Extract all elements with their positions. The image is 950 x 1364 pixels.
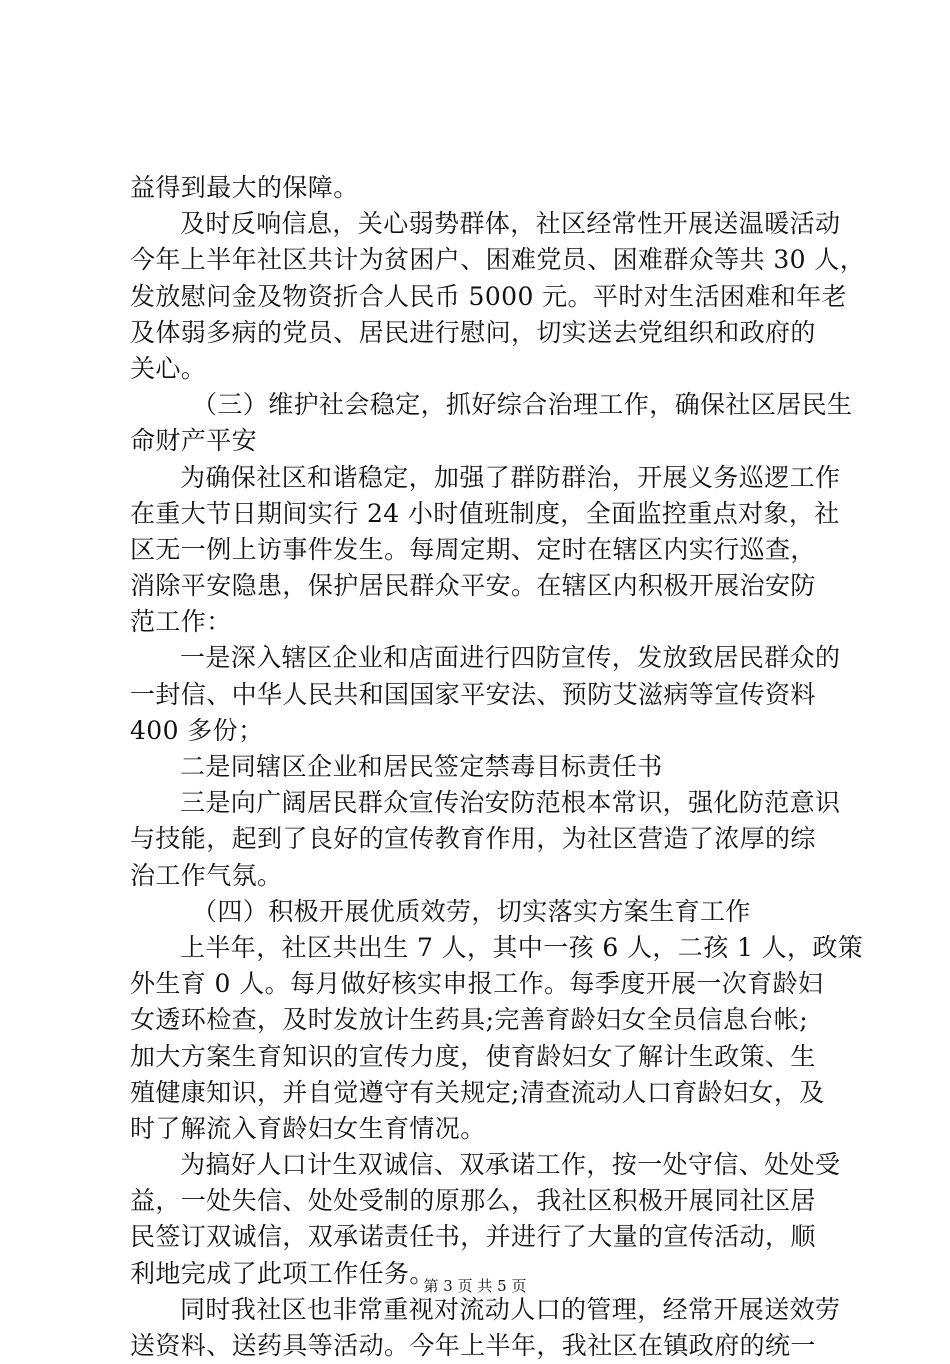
text-line: 利地完成了此项工作任务。 (130, 1258, 435, 1288)
text-line: 二是同辖区企业和居民签定禁毒目标责任书 (180, 752, 663, 781)
text-line: 三是向广阔居民群众宣传治安防范根本常识，强化防范意识 (180, 788, 841, 818)
section-heading: （四）积极开展优质效劳，切实落实方案生育工作 (192, 896, 751, 926)
text-line: 及时反响信息，关心弱势群体，社区经常性开展送温暖活动 (180, 209, 841, 239)
text-line: 范工作： (130, 607, 232, 637)
page-number: 第 3 页 共 5 页 (423, 1277, 527, 1295)
text-line: 女透环检查，及时发放计生药具;完善育龄妇女全员信息台帐; (130, 1005, 809, 1035)
page-footer (0, 1275, 950, 1296)
text-line: 益得到最大的保障。 (130, 173, 359, 202)
text-line: 区无一例上访事件发生。每周定期、定时在辖区内实行巡查， (130, 534, 816, 564)
text-line: 同时我社区也非常重视对流动人口的管理，经常开展送效劳 (180, 1294, 841, 1324)
text-line: 消除平安隐患，保护居民群众平安。在辖区内积极开展治安防 (130, 571, 816, 601)
document-body (130, 170, 866, 1364)
text-line: 今年上半年社区共计为贫困户、困难党员、困难群众等共 30 人， (130, 245, 866, 275)
text-line: 一是深入辖区企业和店面进行四防宣传，发放致居民群众的 (180, 643, 841, 673)
text-line: 在重大节日期间实行 24 小时值班制度，全面监控重点对象，社 (130, 498, 840, 528)
text-line: 时了解流入育龄妇女生育情况。 (130, 1113, 486, 1143)
text-line: 加大方案生育知识的宣传力度，使育龄妇女了解计生政策、生 (130, 1041, 816, 1071)
section-heading-continued: 命财产平安 (130, 426, 258, 456)
text-line: 与技能，起到了良好的宣传教育作用，为社区营造了浓厚的综 (130, 824, 816, 854)
text-line: 送资料、送药具等活动。今年上半年，我社区在镇政府的统一 (130, 1331, 816, 1360)
section-heading: （三）维护社会稳定，抓好综合治理工作，确保社区居民生 (192, 390, 853, 420)
text-line: 殖健康知识，并自觉遵守有关规定;清查流动人口育龄妇女，及 (130, 1077, 825, 1107)
text-line: 关心。 (130, 353, 207, 383)
text-line: 外生育 0 人。每月做好核实申报工作。每季度开展一次育龄妇 (130, 969, 824, 999)
text-line: 上半年，社区共出生 7 人，其中一孩 6 人，二孩 1 人，政策 (180, 932, 864, 962)
text-line: 为搞好人口计生双诚信、双承诺工作，按一处守信、处处受 (180, 1150, 841, 1180)
text-line: 400 多份； (130, 715, 264, 745)
text-line: 及体弱多病的党员、居民进行慰问，切实送去党组织和政府的 (130, 317, 816, 347)
text-line: 治工作气氛。 (130, 860, 283, 890)
text-line: 益，一处失信、处处受制的原那么，我社区积极开展同社区居 (130, 1186, 816, 1216)
text-line: 一封信、中华人民共和国国家平安法、预防艾滋病等宣传资料 (130, 679, 816, 709)
text-line: 民签订双诚信，双承诺责任书，并进行了大量的宣传活动，顺 (130, 1222, 816, 1252)
text-line: 为确保社区和谐稳定，加强了群防群治，开展义务巡逻工作 (180, 462, 841, 492)
text-line: 发放慰问金及物资折合人民币 5000 元。平时对生活困难和年老 (130, 281, 847, 311)
